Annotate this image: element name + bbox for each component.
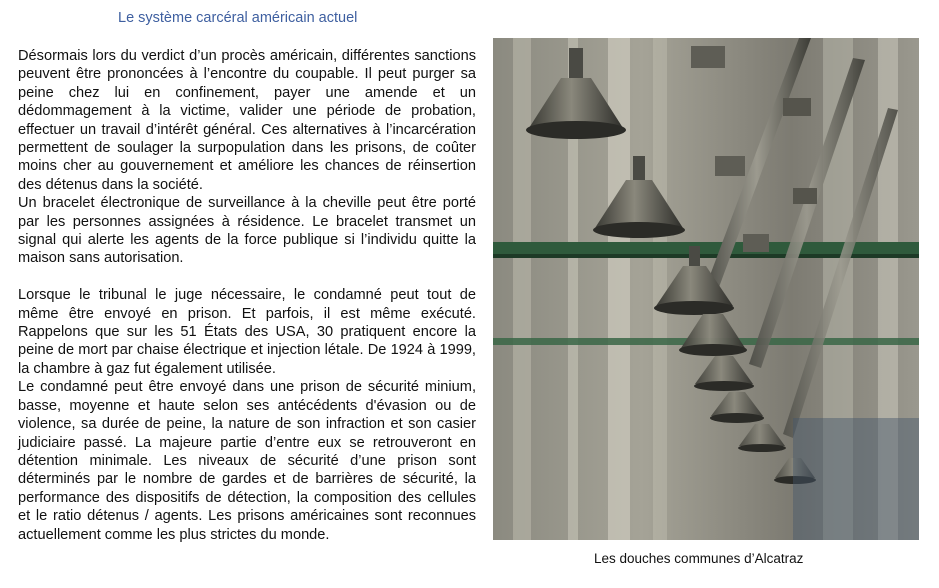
- paragraph-security-levels: Le condamné peut être envoyé dans une prison de sécurité minium, basse, moyenne et haute selon ses antécédents d'évasion ou de violence, sa durée de peine, la nature de son infraction et son casier judiciaire passé. La majeure partie d’entre eux se retrouveront en détention minimale. Les niveaux de sécurité d’une prison sont déterminés par le nombre de gardes et de barrières de sécurité, la performance des dispositifs de détection, la composition des cellules et le ratio détenus / agents. Les prisons américaines sont reconnues actuellement comme les plus strictes du monde.: [18, 379, 476, 543]
- paragraph-death-penalty: Lorsque le tribunal le juge nécessaire, le condamné peut tout de même être envoyé en prison. Et parfois, il est même exécuté. Rappelons que sur les 51 États des USA, 30 pratiquent encore la peine de mort par chaise électrique et injection létale. De 1924 à 1999, la chambre à gaz fut également utilisée.: [18, 287, 476, 377]
- document-title: Le système carcéral américain actuel: [118, 10, 358, 26]
- body-text: [18, 47, 476, 544]
- paragraph-sanctions: Désormais lors du verdict d’un procès américain, différentes sanctions peuvent être prononcées à l’encontre du coupable. Il peut purger sa peine chez lui en confinement, payer une amende et un dédommagement à la victime, valider une période de probation, effectuer un travail d’intérêt général. Ces alternatives à l’incarcération permettent de soulager la surpopulation dans les prisons, de coûter moins cher au gouvernement et améliore les chances de réinsertion des détenus dans la société.: [18, 48, 476, 193]
- paragraph-bracelet: Un bracelet électronique de surveillance à la cheville peut être porté par les personnes assignées à résidence. Le bracelet transmet un signal qui alerte les agents de la force publique si l’individu quitte la maison sans autorisation.: [18, 195, 476, 267]
- alcatraz-showers-photo: [493, 38, 919, 540]
- photo-caption: Les douches communes d’Alcatraz: [594, 551, 804, 566]
